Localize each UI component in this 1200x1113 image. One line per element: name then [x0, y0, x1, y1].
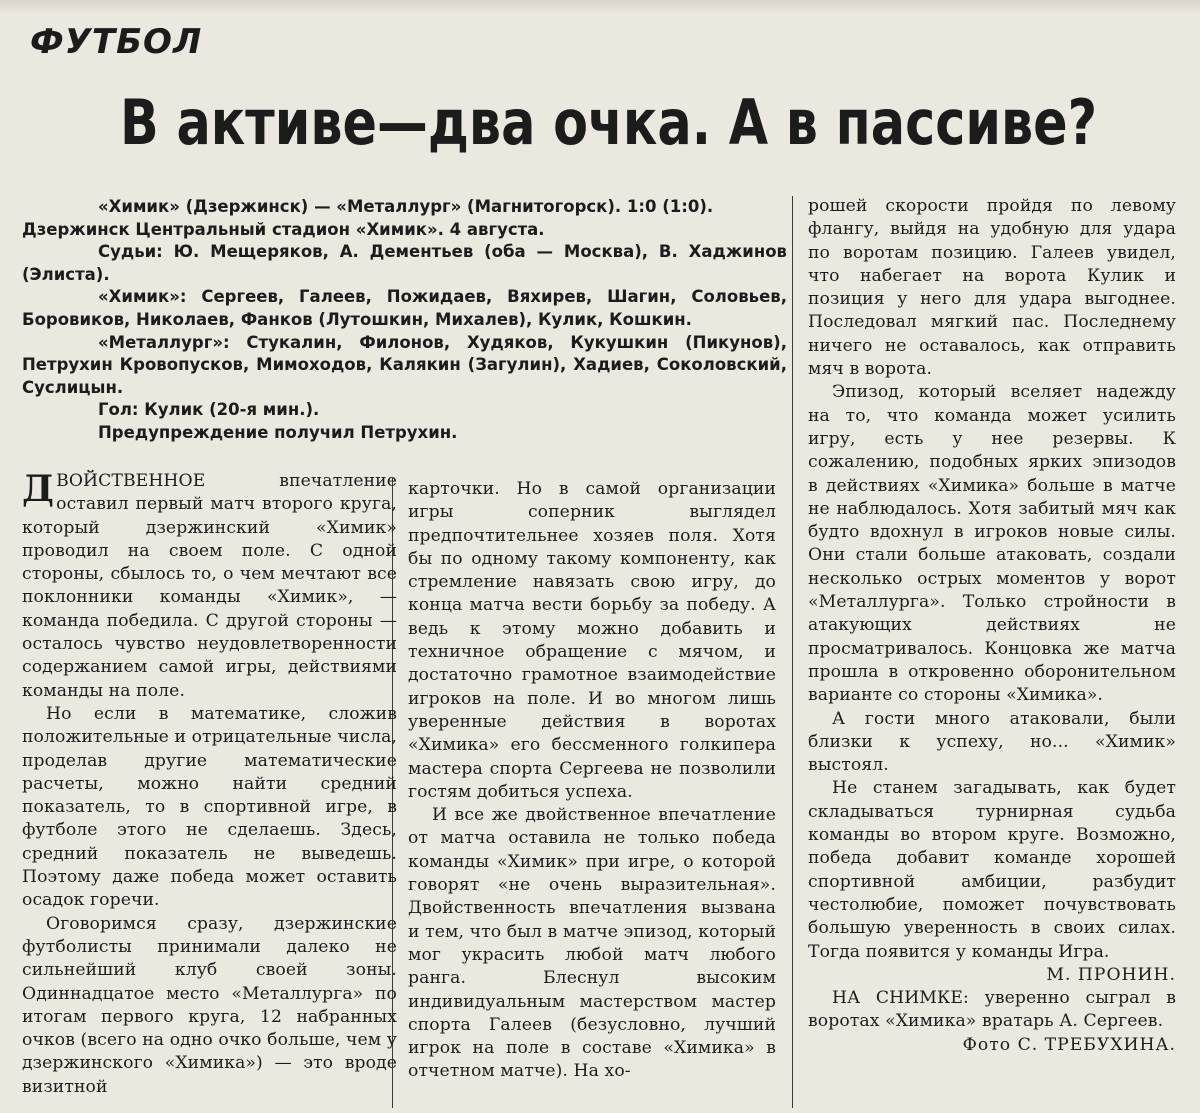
paragraph: А гости много атаковали, были близки к успеху, но... «Химик» выстоял.	[808, 708, 1176, 776]
article-column-1	[22, 470, 397, 1099]
paragraph: Но если в математике, сложив положительные и отрицательные числа, проделав другие математические расчеты, можно найти средний показатель, то в спортивной игре, в футболе этого не сделаешь. Здесь, средний показатель не выведешь. Поэтому даже победа может оставить осадок горечи.	[22, 703, 397, 911]
paragraph	[22, 470, 397, 703]
paragraph: Оговоримся сразу, дзержинские футболисты принимали далеко не сильнейший клуб своей зоны. Одиннадцатое место «Металлурга» по итогам первого круга, 12 набранных очков (всего на одно очко больше, чем у дзержинского «Химика») — это вроде визитной	[22, 913, 397, 1097]
away-lineup: «Металлург»: Стукалин, Филонов, Худяков, Кукушкин (Пикунов), Петрухин Кровопусков, Мимоходов, Калякин (Загулин), Хадиев, Соколовский, Суслицын.	[22, 332, 787, 397]
paragraph: карточки. Но в самой организации игры соперник выглядел предпочтительнее хозяев поля. Хотя бы по одному такому компоненту, как стремление навязать свою игру, до конца матча вести борьбу за победу. А ведь к этому можно добавить и техничное обращение с мячом, и достаточно грамотное взаимодействие игроков на поле. И во многом лишь уверенные действия в воротах «Химика» его бессменного голкипера мастера спорта Сергеева не позволили гостям добиться успеха.	[408, 479, 776, 802]
paragraph-text: ВОЙСТВЕННОЕ впечатление оставил первый матч второго круга, который дзержинский «Химик» проводил на своем поле. С одной стороны, сбылось то, о чем мечтают все поклонники команды «Химик», — команда победила. С другой стороны — осталось чувство неудовлетворенности содержанием самой игры, действиями команды на поле.	[22, 471, 397, 701]
paragraph: И все же двойственное впечатление от матча оставила не только победа команды «Химик» при игре, о которой говорят «не очень выразительная». Двойственность впечатления вызвана и тем, что был в матче эпизод, который мог украсить любой матч любого ранга. Блеснул высоким индивидуальным мастерством мастер спорта Галеев (безусловно, лучший игрок на поле в составе «Химика» в отчетном матче). На хо-	[408, 805, 776, 1082]
section-rubric: ФУТБОЛ	[30, 22, 203, 62]
photo-credit: Фото С. ТРЕБУХИНА.	[962, 1034, 1176, 1055]
page-top-edge	[0, 0, 1200, 14]
home-lineup: «Химик»: Сергеев, Галеев, Пожидаев, Вяхирев, Шагин, Соловьев, Боровиков, Николаев, Фанков (Лутошкин, Михалев), Кулик, Кошкин.	[22, 287, 787, 329]
column-divider-2	[792, 196, 793, 1108]
match-venue: Дзержинск Центральный стадион «Химик». 4 августа.	[22, 219, 545, 239]
match-goal: Гол: Кулик (20-я мин.).	[98, 400, 320, 420]
article-headline: В активе—два очка. А в пассиве?	[120, 86, 1098, 159]
drop-cap: Д	[22, 468, 55, 510]
match-referees: Судьи: Ю. Мещеряков, А. Дементьев (оба — Москва), В. Хаджинов (Элиста).	[22, 242, 787, 284]
match-info-block	[22, 196, 787, 445]
match-warning: Предупреждение получил Петрухин.	[98, 422, 458, 442]
photo-caption: НА СНИМКЕ: уверенно сыграл в воротах «Химика» вратарь А. Сергеев.	[808, 988, 1176, 1032]
match-result: «Химик» (Дзержинск) — «Металлург» (Магнитогорск). 1:0 (1:0).	[98, 197, 714, 216]
paragraph: рошей скорости пройдя по левому флангу, выйдя на удобную для удара по воротам позицию. Галеев увидел, что набегает на ворота Кулик и позиция у него для удара выгоднее. Последовал мягкий пас. Последнему ничего не оставалось, как отправить мяч в ворота.	[808, 196, 1176, 380]
article-column-2	[408, 478, 776, 1084]
author-signature: М. ПРОНИН.	[1046, 964, 1176, 985]
article-column-3	[808, 195, 1176, 1057]
paragraph: Эпизод, который вселяет надежду на то, что команда может усилить игру, есть у нее резервы. К сожалению, подобных ярких эпизодов в действиях «Химика» больше в матче не наблюдалось. Хотя забитый мяч как будто вдохнул в игроков новые силы. Они стали больше атаковать, создали несколько острых моментов у ворот «Металлурга». Только стройности в атакующих действиях не просматривалось. Концовка же матча прошла в откровенно оборонительном варианте со стороны «Химика».	[808, 382, 1176, 706]
paragraph: Не станем загадывать, как будет складываться турнирная судьба команды во втором круге. Возможно, победа добавит команде хорошей спортивной амбиции, разбудит честолюбие, поможет почувствовать большую уверенность в своих силах. Тогда появится у команды Игра.	[808, 778, 1176, 962]
